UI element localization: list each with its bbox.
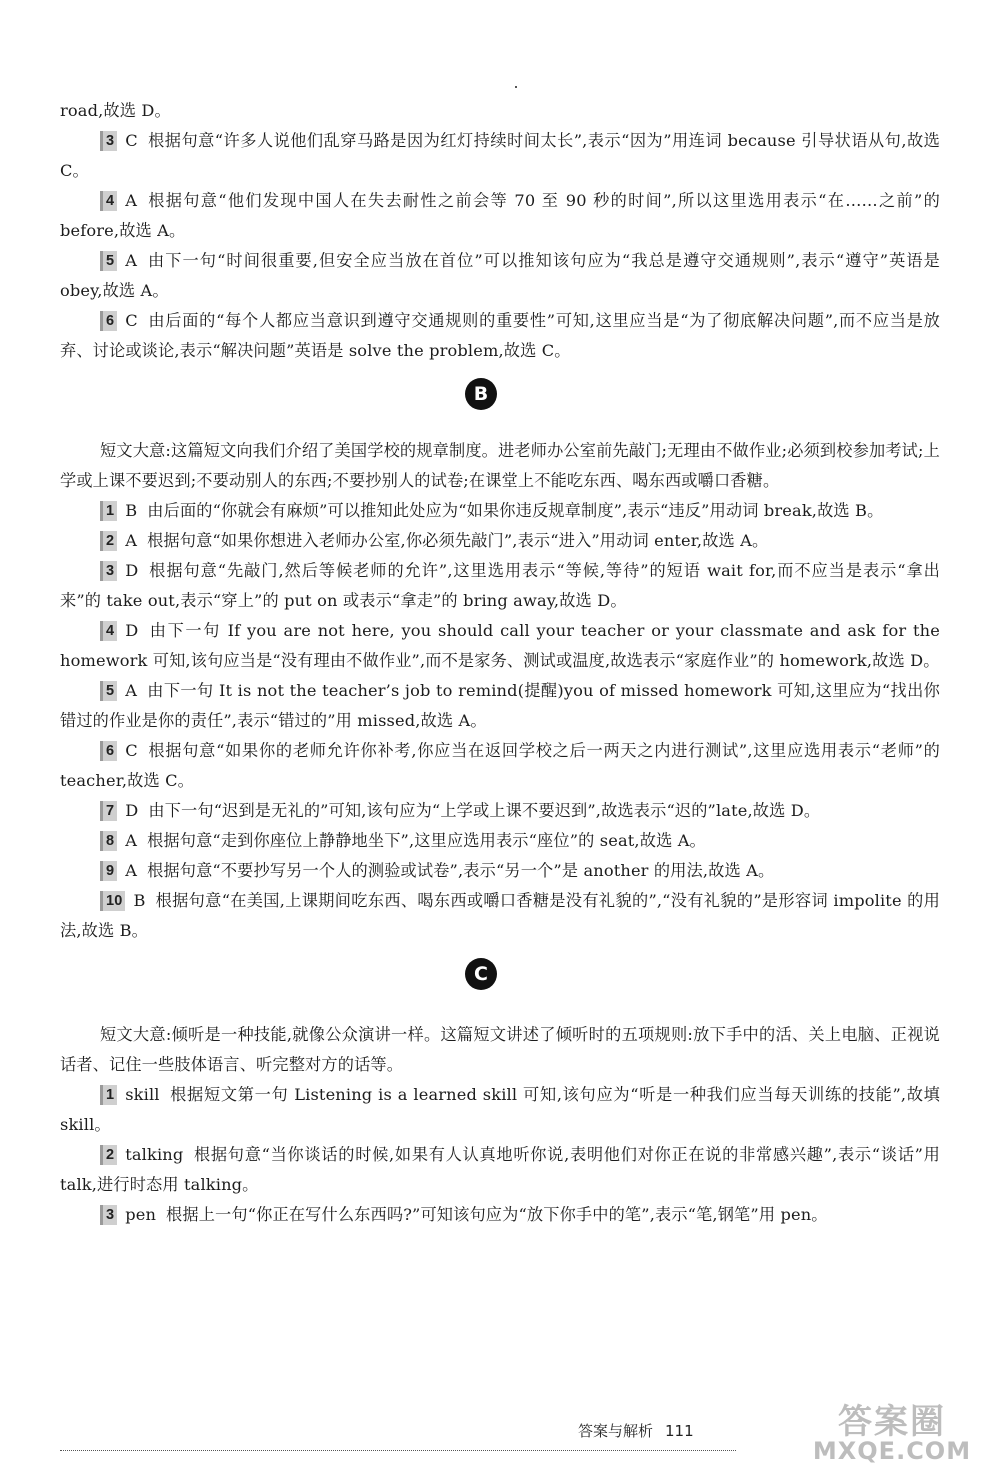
answer-item: [60, 616, 940, 676]
answer-item: [60, 556, 940, 616]
explanation-text: 由下一句 If you are not here, you should call your teacher or your classmate and ask for the homework 可知,该句应当是“没有理由不做作业”,而不是家务、测试或温度,故选表示“家庭作业”的 homework,故选 D。: [60, 621, 940, 670]
explanation-text: 根据句意“不要抄写另一个人的测验或试卷”,表示“另一个”是 another 的用法,故选 A。: [147, 861, 775, 880]
answer-choice: talking: [125, 1145, 184, 1164]
answer-item: [60, 246, 940, 306]
explanation-text: 根据句意“如果你想进入老师办公室,你必须先敲门”,表示“进入”用动词 enter,故选 A。: [147, 531, 769, 550]
section-c-items: [60, 1080, 940, 1230]
answer-choice: C: [125, 311, 138, 330]
explanation-text: 根据句意“如果你的老师允许你补考,你应当在返回学校之后一两天之内进行测试”,这里应选用表示“老师”的 teacher,故选 C。: [60, 741, 940, 790]
section-c-header: [60, 946, 940, 1020]
answer-choice: D: [125, 621, 139, 640]
question-number-badge: 2: [100, 1145, 117, 1165]
explanation-text: 根据句意“当你谈话的时候,如果有人认真地听你说,表明他们对你正在说的非常感兴趣”,表示“谈话”用 talk,进行时态用 talking。: [60, 1145, 940, 1194]
footer-rule: [60, 1450, 736, 1451]
question-number-badge: 4: [100, 621, 117, 641]
question-number-badge: 6: [100, 741, 117, 761]
explanation-text: 由后面的“每个人都应当意识到遵守交通规则的重要性”可知,这里应当是“为了彻底解决问题”,而不应当是放弃、讨论或谈论,表示“解决问题”英语是 solve the problem,故选 C。: [60, 311, 940, 360]
question-number-badge: 1: [100, 1085, 117, 1105]
answer-item: [60, 796, 940, 826]
question-number-badge: 3: [100, 1205, 117, 1225]
answer-item: [60, 126, 940, 186]
watermark-logo: [792, 1402, 992, 1465]
question-number-badge: 10: [100, 891, 125, 911]
answer-choice: D: [125, 561, 139, 580]
answer-item: [60, 1140, 940, 1200]
page-content: [60, 96, 940, 1230]
question-number-badge: 3: [100, 131, 117, 151]
footer-title: 答案与解析: [578, 1422, 654, 1440]
section-b-header: [60, 366, 940, 436]
answer-item: [60, 496, 940, 526]
section-b-items: [60, 496, 940, 946]
section-c-badge: C: [465, 958, 497, 990]
answer-item: [60, 526, 940, 556]
answer-choice: skill: [125, 1085, 160, 1104]
answer-item: [60, 856, 940, 886]
question-number-badge: 4: [100, 191, 117, 211]
section-a-items: [60, 126, 940, 366]
answer-choice: B: [125, 501, 138, 520]
answer-choice: C: [125, 741, 138, 760]
answer-choice: A: [125, 831, 138, 850]
question-number-badge: 1: [100, 501, 117, 521]
answer-choice: A: [125, 251, 138, 270]
section-b-summary: 短文大意:这篇短文向我们介绍了美国学校的规章制度。进老师办公室前先敲门;无理由不做作业;必须到校参加考试;上学或上课不要迟到;不要动别人的东西;不要抄别人的试卷;在课堂上不能吃东西、喝东西或嚼口香糖。: [60, 441, 940, 490]
question-number-badge: 8: [100, 831, 117, 851]
section-c-summary: 短文大意:倾听是一种技能,就像公众演讲一样。这篇短文讲述了倾听时的五项规则:放下手中的活、关上电脑、正视说话者、记住一些肢体语言、听完整对方的话等。: [60, 1025, 940, 1074]
answer-choice: A: [125, 531, 138, 550]
explanation-text: 根据句意“走到你座位上静静地坐下”,这里应选用表示“座位”的 seat,故选 A。: [147, 831, 706, 850]
explanation-text: 根据句意“在美国,上课期间吃东西、喝东西或嚼口香糖是没有礼貌的”,“没有礼貌的”是形容词 impolite 的用法,故选 B。: [60, 891, 940, 940]
answer-item: [60, 676, 940, 736]
question-number-badge: 7: [100, 801, 117, 821]
watermark-url-text: MXQE.COM: [812, 1437, 972, 1465]
explanation-text: 根据句意“他们发现中国人在失去耐性之前会等 70 至 90 秒的时间”,所以这里选用表示“在……之前”的 before,故选 A。: [60, 191, 940, 240]
answer-item: [60, 1080, 940, 1140]
explanation-text: 根据句意“先敲门,然后等候老师的允许”,这里选用表示“等候,等待”的短语 wait for,而不应当是表示“拿出来”的 take out,表示“穿上”的 put on 或表示“拿走”的 bring away,故选 D。: [60, 561, 940, 610]
answer-item: [60, 186, 940, 246]
scan-dot: [515, 86, 517, 88]
answer-choice: A: [125, 681, 138, 700]
question-number-badge: 2: [100, 531, 117, 551]
answer-choice: D: [125, 801, 139, 820]
explanation-text: 由下一句“时间很重要,但安全应当放在首位”可以推知该句应为“我总是遵守交通规则”,表示“遵守”英语是 obey,故选 A。: [60, 251, 940, 300]
answer-item: [60, 826, 940, 856]
question-number-badge: 6: [100, 311, 117, 331]
answer-choice: B: [133, 891, 146, 910]
question-number-badge: 5: [100, 251, 117, 271]
question-number-badge: 3: [100, 561, 117, 581]
question-number-badge: 5: [100, 681, 117, 701]
answer-item: [60, 306, 940, 366]
explanation-text: 根据短文第一句 Listening is a learned skill 可知,该句应为“听是一种我们应当每天训练的技能”,故填 skill。: [60, 1085, 940, 1134]
explanation-text: 根据上一句“你正在写什么东西吗?”可知该句应为“放下你手中的笔”,表示“笔,钢笔”用 pen。: [166, 1205, 828, 1224]
page-footer: [578, 1420, 694, 1441]
watermark-logo-text: 答案圈: [838, 1402, 946, 1442]
page-number: 111: [665, 1422, 694, 1440]
explanation-text: 根据句意“许多人说他们乱穿马路是因为红灯持续时间太长”,表示“因为”用连词 because 引导状语从句,故选 C。: [60, 131, 940, 180]
answer-item: [60, 1200, 940, 1230]
explanation-text: 由下一句 It is not the teacher’s job to remind(提醒)you of missed homework 可知,这里应为“找出你错过的作业是你的责任”,表示“错过的”用 missed,故选 A。: [60, 681, 940, 730]
explanation-text: 由下一句“迟到是无礼的”可知,该句应为“上学或上课不要迟到”,故选表示“迟的”late,故选 D。: [148, 801, 821, 820]
section-b-badge: B: [465, 378, 497, 410]
answer-choice: pen: [125, 1205, 157, 1224]
answer-item: [60, 886, 940, 946]
answer-item: [60, 736, 940, 796]
section-a-lead: road,故选 D。: [60, 101, 171, 120]
answer-choice: C: [125, 131, 138, 150]
question-number-badge: 9: [100, 861, 117, 881]
answer-choice: A: [125, 861, 138, 880]
explanation-text: 由后面的“你就会有麻烦”可以推知此处应为“如果你违反规章制度”,表示“违反”用动词 break,故选 B。: [147, 501, 884, 520]
answer-choice: A: [125, 191, 138, 210]
